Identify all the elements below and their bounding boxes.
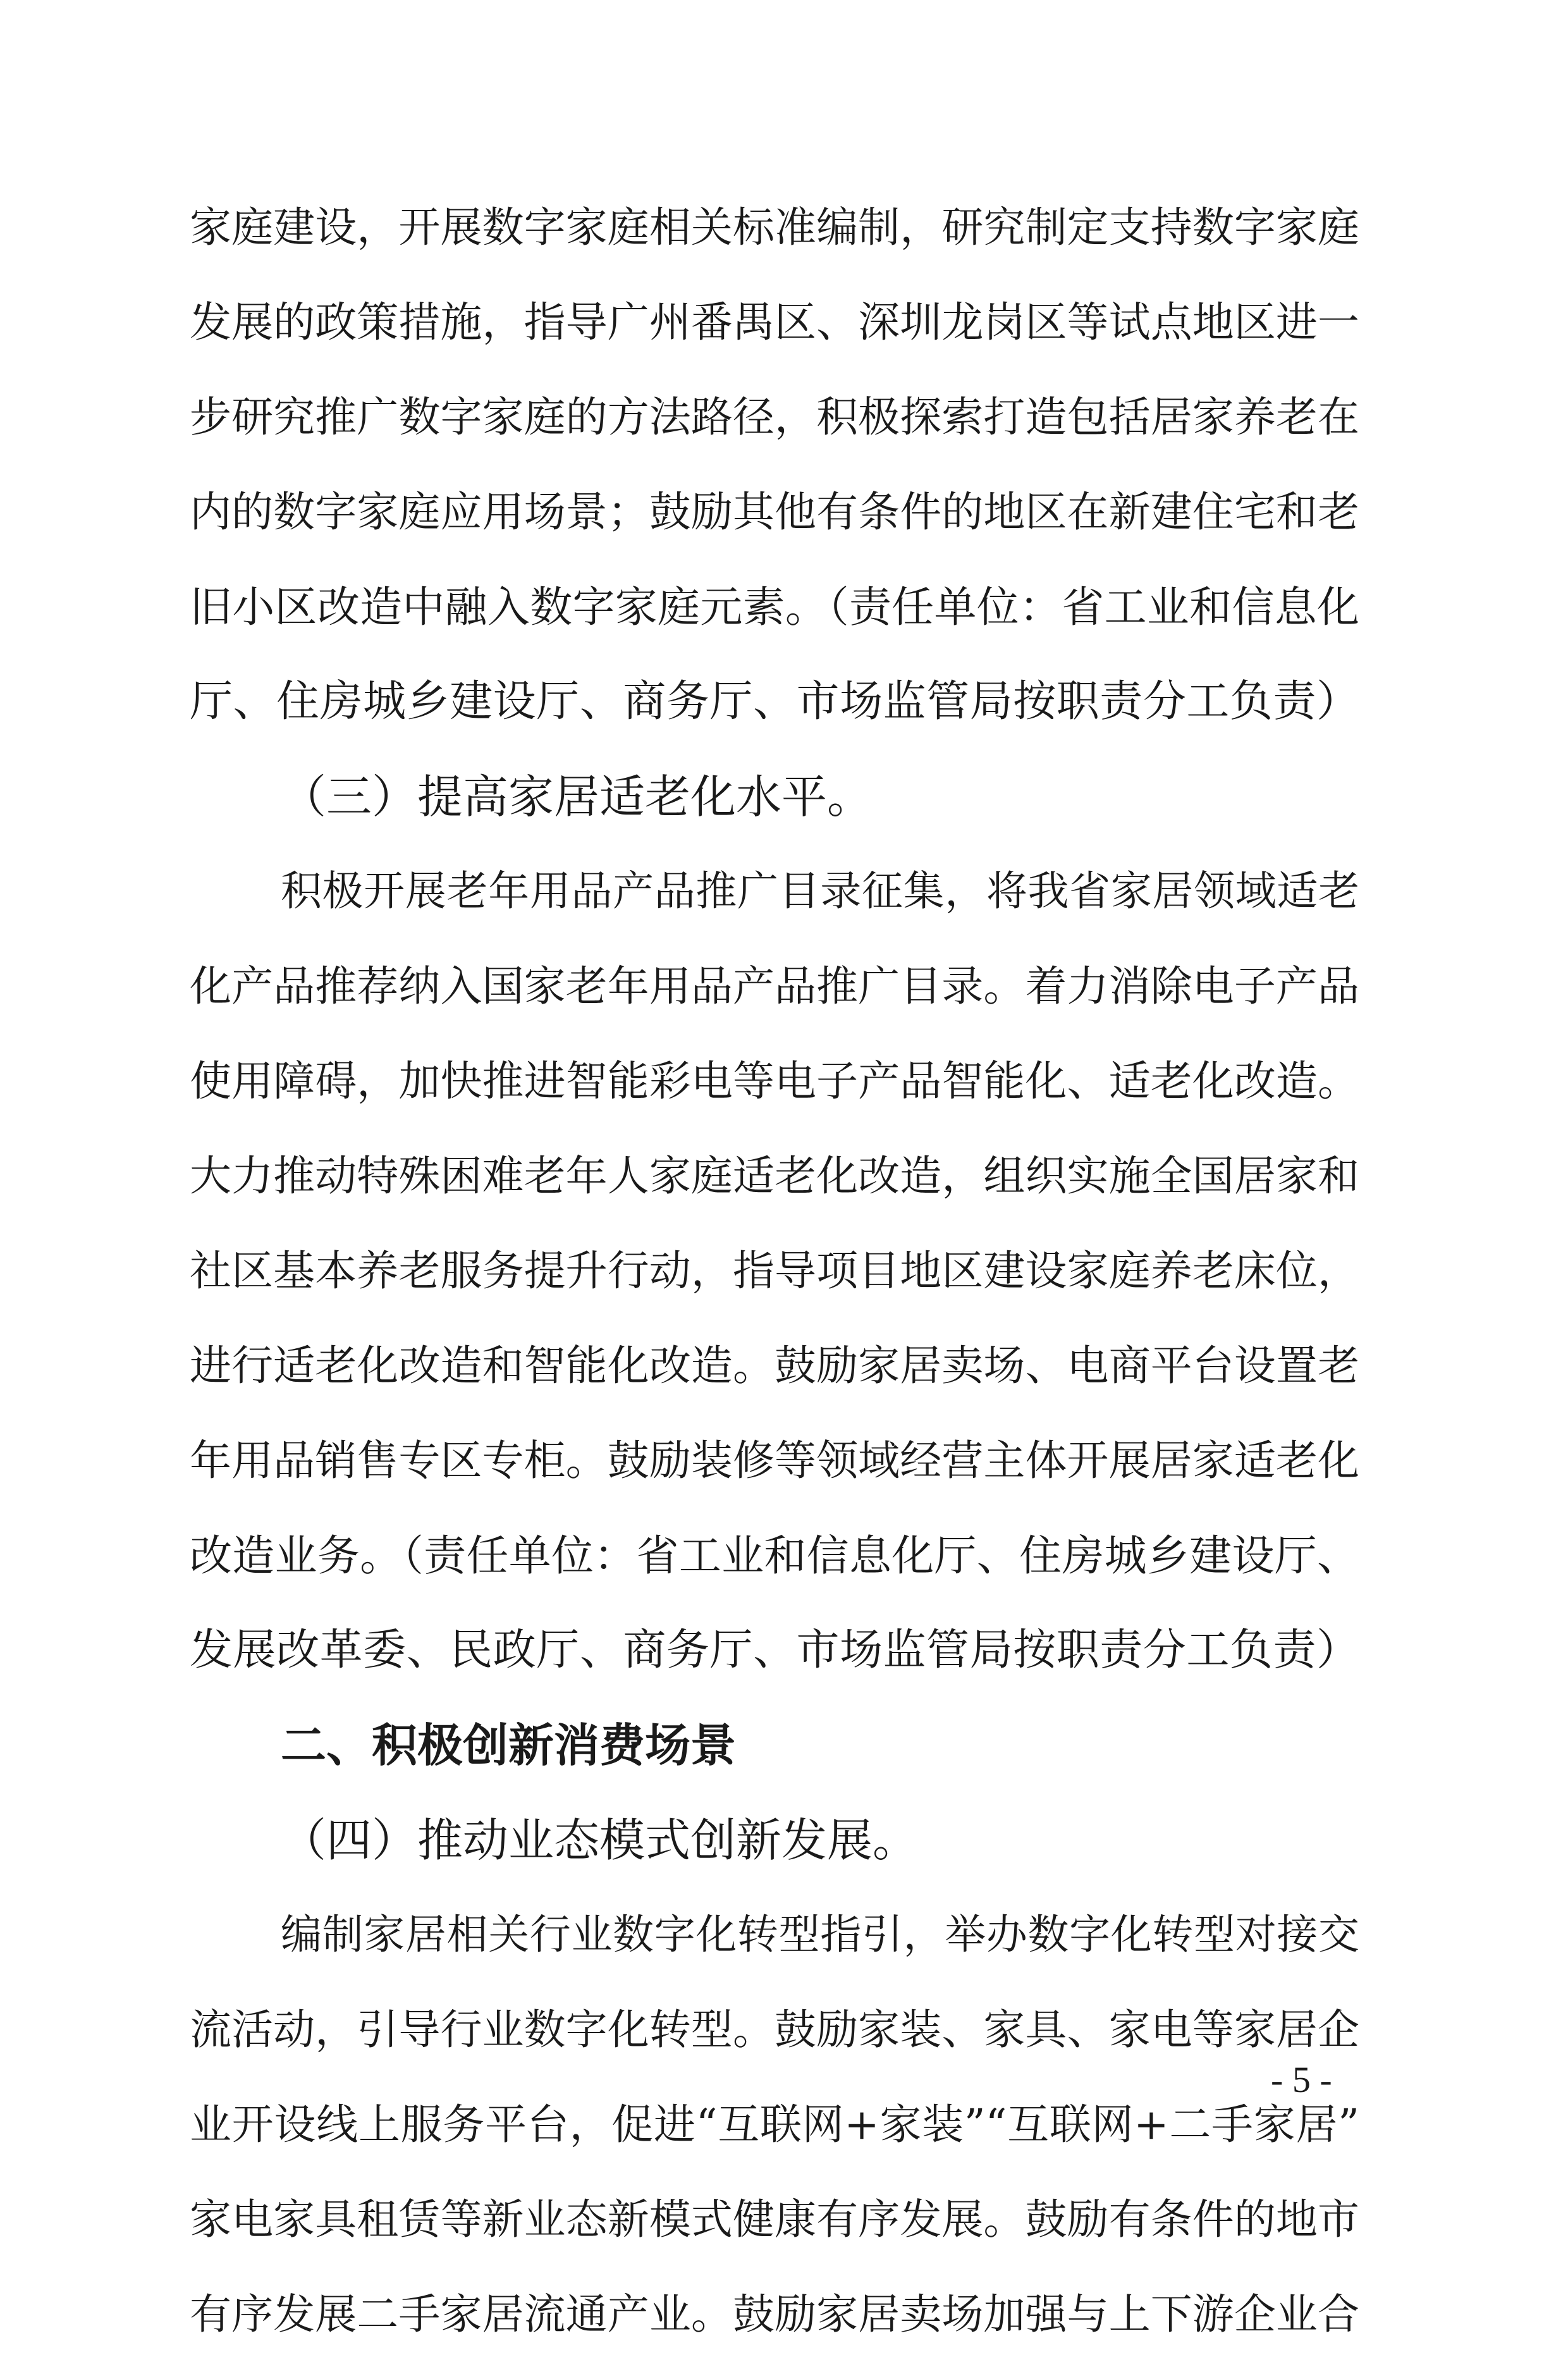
text-line: 内的数字家庭应用场景；鼓励其他有条件的地区在新建住宅和老 (190, 488, 1359, 536)
text-line: 业开设线上服务平台，促进“互联网+家装”“互联网+二手家居” (190, 2100, 1359, 2149)
section-heading: 二、积极创新消费场景 (281, 1719, 737, 1772)
text-line: （三）提高家居适老化水平。 (281, 770, 873, 823)
text-line: 发展改革委、民政厅、商务厅、市场监管局按职责分工负责） (190, 1625, 1359, 1675)
text-line: 旧小区改造中融入数字家庭元素。（责任单位：省工业和信息化 (190, 582, 1359, 632)
body-text (190, 180, 1359, 2362)
text-line: 发展的政策措施，指导广州番禺区、深圳龙岗区等试点地区进一 (190, 298, 1359, 347)
text-line: 使用障碍，加快推进智能彩电等电子产品智能化、适老化改造。 (190, 1057, 1359, 1105)
text-line: 步研究推广数字家庭的方法路径，积极探索打造包括居家养老在 (190, 393, 1359, 441)
text-line: 厅、住房城乡建设厅、商务厅、市场监管局按职责分工负责） (190, 677, 1359, 727)
text-line: 改造业务。（责任单位：省工业和信息化厅、住房城乡建设厅、 (190, 1531, 1359, 1580)
text-line: 编制家居相关行业数字化转型指引，举办数字化转型对接交 (281, 1911, 1359, 1959)
page-number: - 5 - (1271, 2059, 1332, 2100)
text-line: 有序发展二手家居流通产业。鼓励家居卖场加强与上下游企业合 (190, 2290, 1359, 2339)
text-line: （四）推动业态模式创新发展。 (281, 1814, 919, 1867)
text-line: 社区基本养老服务提升行动，指导项目地区建设家庭养老床位， (190, 1246, 1359, 1295)
text-line: 化产品推荐纳入国家老年用品产品推广目录。着力消除电子产品 (190, 962, 1359, 1011)
text-line: 年用品销售专区专柜。鼓励装修等领域经营主体开展居家适老化 (190, 1436, 1359, 1485)
text-line: 家电家具租赁等新业态新模式健康有序发展。鼓励有条件的地市 (190, 2195, 1359, 2244)
text-line: 家庭建设，开展数字家庭相关标准编制，研究制定支持数字家庭 (190, 203, 1359, 252)
text-line: 大力推动特殊困难老年人家庭适老化改造，组织实施全国居家和 (190, 1152, 1359, 1200)
text-line: 积极开展老年用品产品推广目录征集，将我省家居领域适老 (281, 868, 1359, 915)
text-line: 流活动，引导行业数字化转型。鼓励家装、家具、家电等家居企 (190, 2005, 1359, 2054)
text-line: 进行适老化改造和智能化改造。鼓励家居卖场、电商平台设置老 (190, 1341, 1359, 1390)
